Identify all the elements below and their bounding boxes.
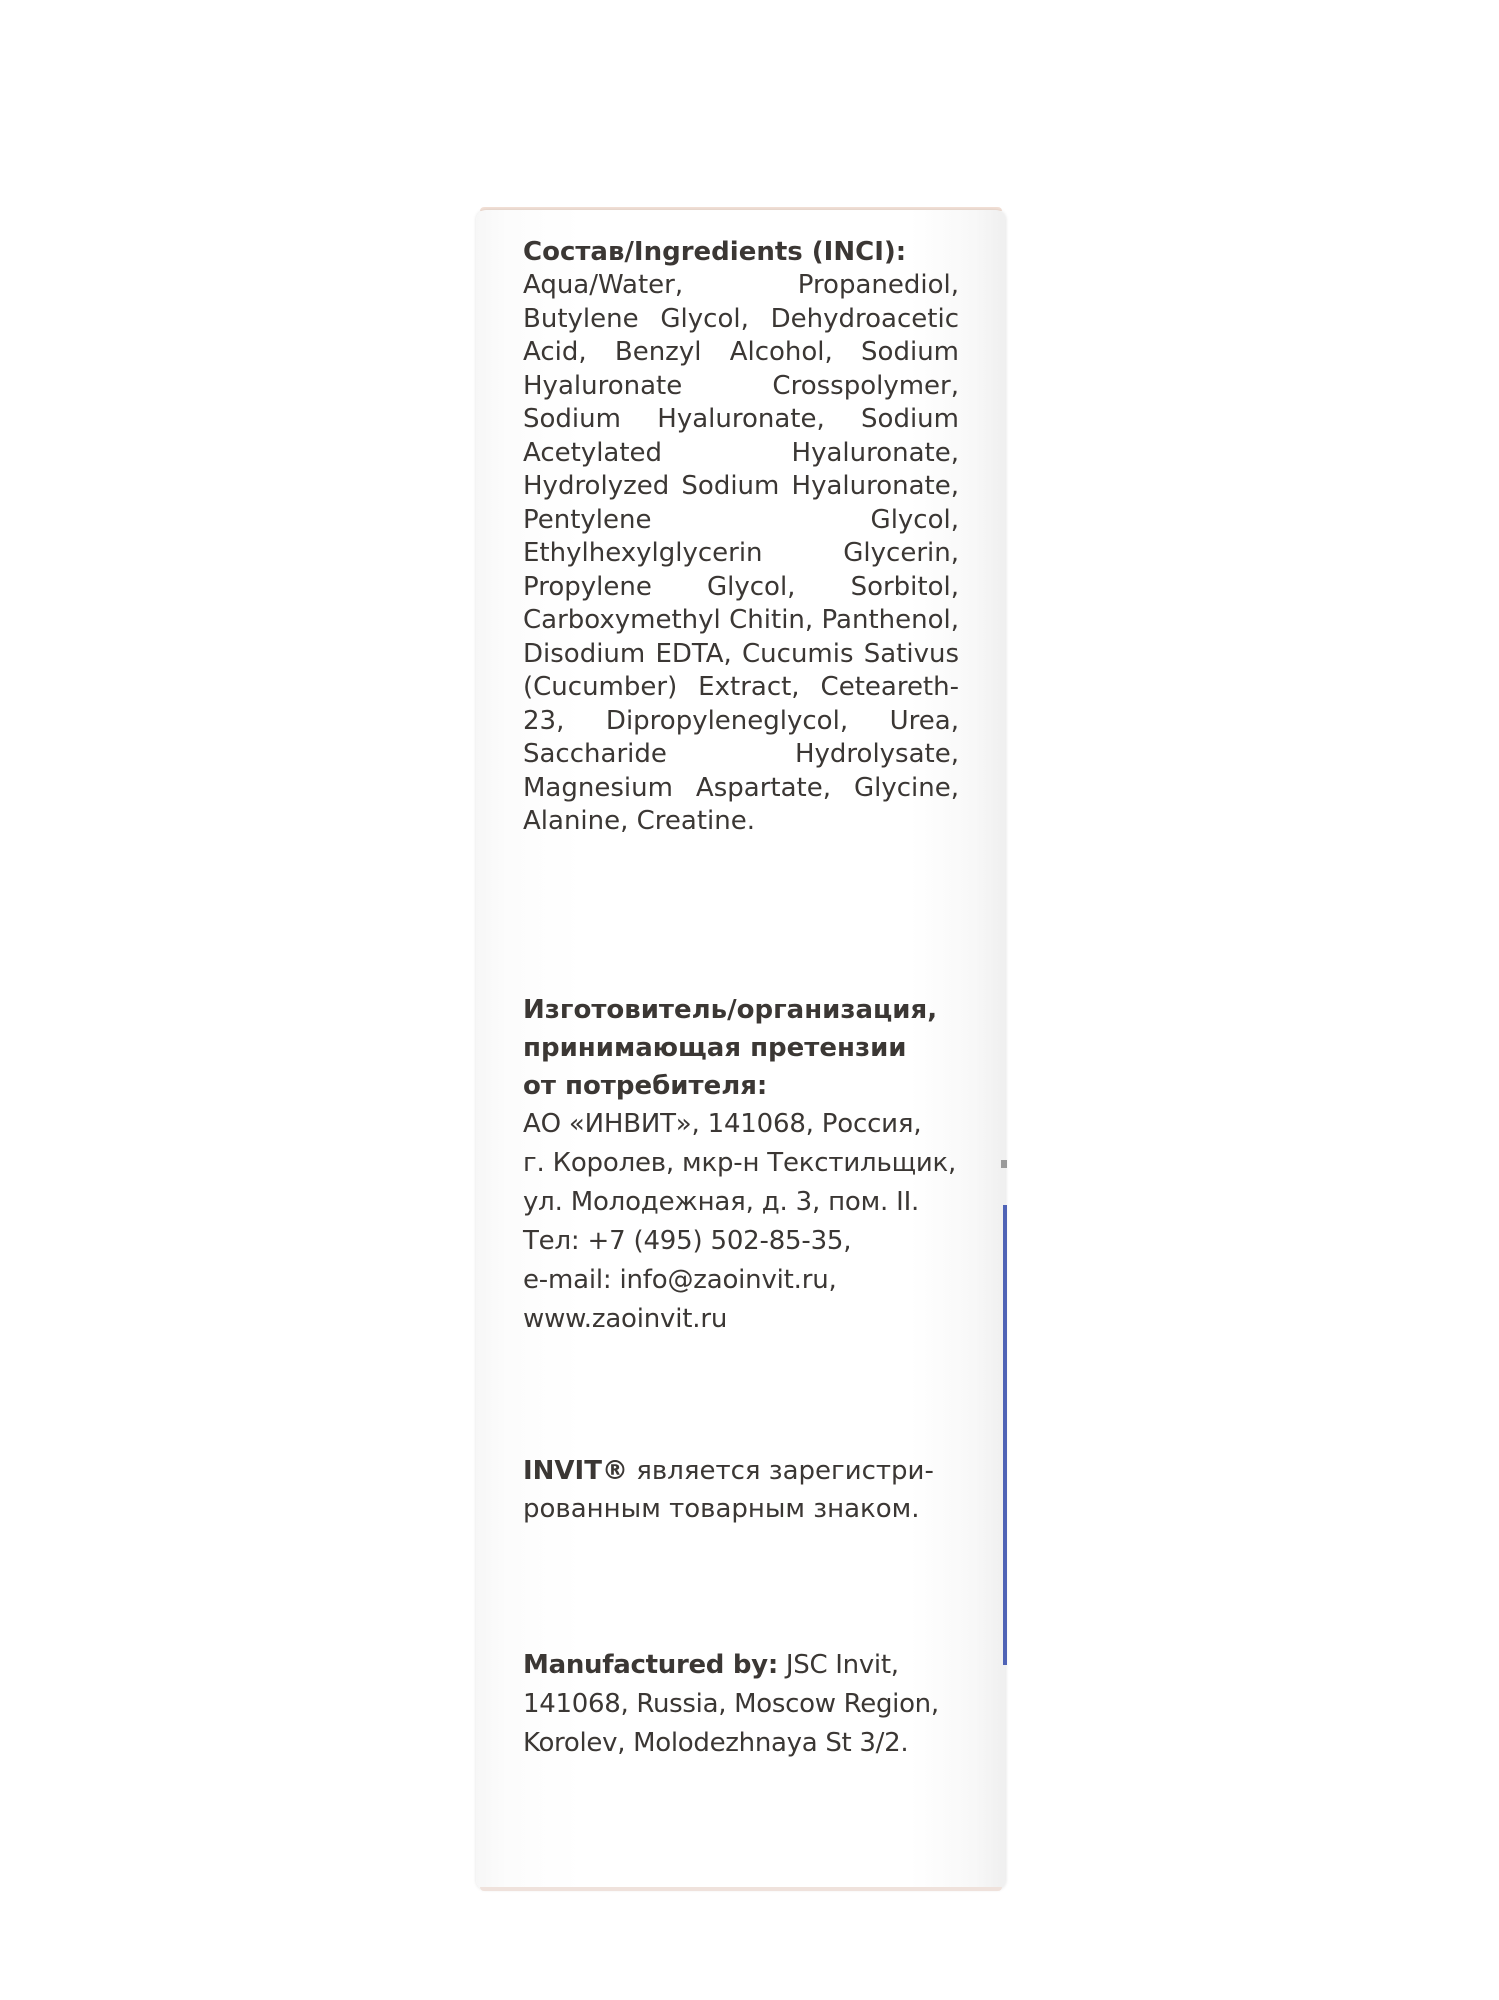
trademark-text-line2: рованным товарным знаком. bbox=[523, 1493, 920, 1524]
manufactured-by-text-line3: Korolev, Molodezhnaya St 3/2. bbox=[523, 1727, 909, 1758]
label-text-area bbox=[523, 236, 959, 1763]
manufacturer-website: www.zaoinvit.ru bbox=[523, 1303, 728, 1334]
ingredients-heading: Состав/Ingredients (INCI): bbox=[523, 237, 907, 267]
manufactured-by-line1 bbox=[523, 1646, 959, 1685]
box-bottom-edge bbox=[480, 1887, 1002, 1891]
trademark-text-line1: является зарегистри- bbox=[627, 1455, 934, 1486]
manufacturer-heading-line1: Изготовитель/организация, bbox=[523, 994, 938, 1025]
manufacturer-heading-line2: принимающая претензии bbox=[523, 1032, 907, 1063]
manufacturer-phone: Тел: +7 (495) 502-85-35, bbox=[523, 1225, 852, 1256]
manufacturer-address-line3: ул. Молодежная, д. 3, пом. II. bbox=[523, 1186, 920, 1217]
manufactured-by-label: Manufactured by: bbox=[523, 1649, 778, 1680]
trademark-brand: INVIT® bbox=[523, 1455, 628, 1486]
manufacturer-address-line1: АО «ИНВИТ», 141068, Россия, bbox=[523, 1108, 922, 1139]
manufacturer-heading-line3: от потребителя: bbox=[523, 1070, 768, 1101]
trademark-line1 bbox=[523, 1452, 959, 1490]
ingredients-list: Aqua/Water, Propanediol, Butylene Glycol, Dehydroacetic Acid, Benzyl Alcohol, Sodium Hyaluronate Crosspolymer, Sodium Hyaluronate, Sodium Acetylated Hyaluronate, Hydrolyzed Sodium Hyaluronate, Pentylene Glycol, Ethylhexylglycerin Glycerin, Propylene Glycol, Sorbitol, Carboxymethyl Chitin, Panthenol, Disodium EDTA, Cucumis Sativus (Cucumber) Extract, Ceteareth-23, Dipropyleneglycol, Urea, Saccharide Hydrolysate, Magnesium Aspartate, Glycine, Alanine, Creatine. bbox=[523, 270, 959, 836]
ingredients-block bbox=[523, 236, 959, 839]
blue-accent-strip bbox=[1003, 1205, 1007, 1665]
manufacturer-block bbox=[523, 991, 959, 1339]
manufactured-by-text-line1: JSC Invit, bbox=[777, 1649, 899, 1680]
manufactured-by-text-line2: 141068, Russia, Moscow Region, bbox=[523, 1688, 939, 1719]
manufactured-by-block bbox=[523, 1646, 959, 1763]
trademark-block bbox=[523, 1452, 959, 1528]
box-edge-mark bbox=[1001, 1160, 1007, 1168]
manufacturer-address-line2: г. Королев, мкр-н Текстильщик, bbox=[523, 1147, 957, 1178]
manufacturer-email: e-mail: info@zaoinvit.ru, bbox=[523, 1264, 837, 1295]
